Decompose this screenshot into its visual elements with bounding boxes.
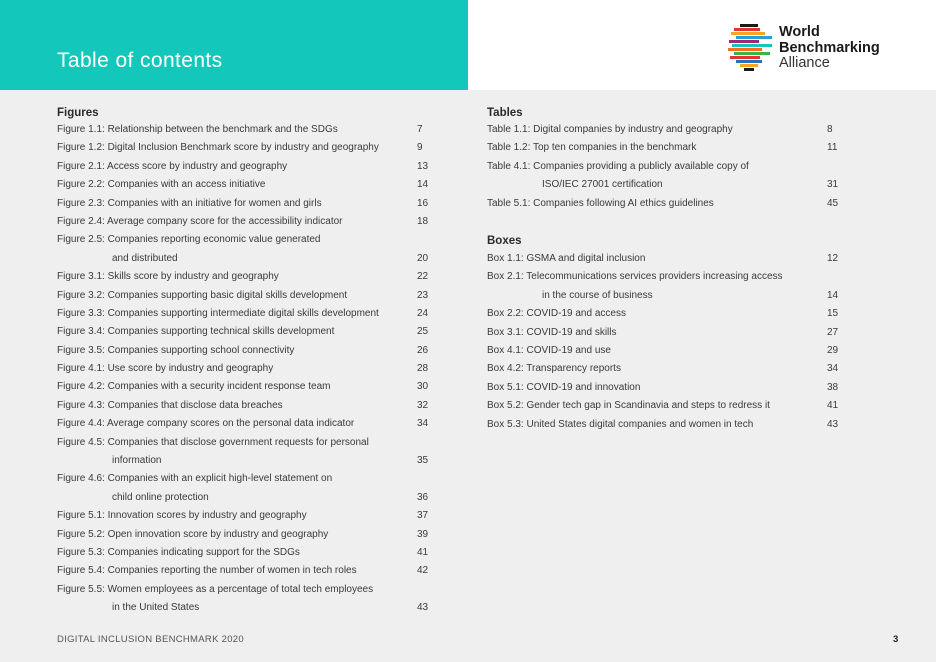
toc-entry-page: 9: [417, 142, 423, 154]
toc-entry-page: 37: [417, 510, 429, 522]
toc-entry-title: Figure 2.3: Companies with an initiative for women and girls: [57, 197, 322, 209]
toc-entry-title: Figure 5.4: Companies reporting the number of women in tech roles: [57, 565, 357, 577]
logo-line-2: Benchmarking: [779, 39, 880, 56]
toc-entry-title: Figure 5.5: Women employees as a percentage of total tech employees: [57, 583, 374, 595]
toc-entry-title: Table 5.1: Companies following AI ethics guidelines: [487, 197, 714, 209]
toc-entry[interactable]: [487, 177, 857, 195]
toc-entry-title: Box 5.3: United States digital companies and women in tech: [487, 418, 754, 430]
toc-entry-page: 11: [827, 142, 838, 154]
page-title: Table of contents: [57, 49, 223, 72]
tables-list: [487, 122, 857, 214]
toc-entry-page: 8: [827, 124, 833, 135]
toc-entry-title: Figure 2.4: Average company score for the accessibility indicator: [57, 215, 343, 227]
toc-entry-page: 41: [417, 546, 429, 558]
toc-entry-title: Figure 5.2: Open innovation score by industry and geography: [57, 528, 329, 540]
toc-entry[interactable]: [57, 471, 447, 489]
logo-line-1: World: [779, 24, 820, 40]
toc-entry-page: 28: [417, 363, 429, 375]
boxes-heading: Boxes: [487, 235, 522, 247]
toc-entry[interactable]: [57, 361, 447, 379]
toc-entry-page: 16: [417, 197, 429, 209]
toc-entry-title: Box 2.2: COVID-19 and access: [487, 308, 626, 320]
toc-entry[interactable]: [57, 416, 447, 434]
figures-heading: Figures: [57, 107, 99, 119]
toc-entry-title: Box 4.2: Transparency reports: [487, 363, 621, 375]
toc-entry-page: 38: [827, 381, 839, 393]
toc-entry-title: Box 1.1: GSMA and digital inclusion: [487, 253, 646, 264]
toc-entry[interactable]: [487, 140, 857, 158]
toc-entry-title: Table 1.1: Digital companies by industry and geography: [487, 124, 733, 135]
toc-entry-page: 43: [827, 418, 839, 430]
toc-entry[interactable]: [57, 196, 447, 214]
toc-entry-page: 23: [417, 289, 429, 301]
toc-entry[interactable]: [57, 508, 447, 526]
toc-entry[interactable]: [487, 417, 857, 435]
toc-entry-page: 42: [417, 565, 429, 577]
toc-entry-title: Figure 5.1: Innovation scores by industry and geography: [57, 510, 307, 522]
toc-entry-title: Figure 2.5: Companies reporting economic value generated: [57, 234, 321, 246]
toc-entry[interactable]: [487, 159, 857, 177]
toc-entry[interactable]: [487, 288, 857, 306]
toc-entry-title: Figure 5.3: Companies indicating support for the SDGs: [57, 546, 300, 558]
toc-entry[interactable]: [57, 140, 447, 158]
toc-entry-title: Box 2.1: Telecommunications services providers increasing access: [487, 271, 783, 283]
toc-entry-page: 30: [417, 381, 429, 393]
toc-entry-title: and distributed: [112, 252, 178, 264]
toc-entry-page: 35: [417, 455, 429, 467]
toc-entry[interactable]: [57, 214, 447, 232]
wba-logo-text: [779, 25, 880, 72]
toc-entry[interactable]: [57, 379, 447, 397]
toc-entry-page: 25: [417, 326, 429, 338]
toc-entry-page: 27: [827, 326, 839, 338]
toc-entry[interactable]: [57, 122, 447, 140]
toc-entry-title: Figure 1.2: Digital Inclusion Benchmark score by industry and geography: [57, 142, 379, 154]
toc-entry[interactable]: [487, 398, 857, 416]
toc-entry-page: 26: [417, 344, 429, 356]
toc-entry[interactable]: [487, 361, 857, 379]
toc-entry-title: Box 4.1: COVID-19 and use: [487, 344, 611, 356]
toc-entry-page: 43: [417, 602, 429, 614]
toc-entry[interactable]: [57, 563, 447, 581]
toc-entry-page: 24: [417, 307, 429, 319]
toc-entry[interactable]: [487, 251, 857, 269]
toc-entry-page: 31: [827, 179, 839, 191]
toc-entry-title: Figure 1.1: Relationship between the benchmark and the SDGs: [57, 124, 338, 135]
toc-entry-title: Figure 4.3: Companies that disclose data breaches: [57, 399, 283, 411]
toc-entry-title: Figure 4.2: Companies with a security incident response team: [57, 381, 331, 393]
toc-entry-title: Figure 3.5: Companies supporting school connectivity: [57, 344, 295, 356]
toc-entry-page: 14: [827, 289, 839, 301]
toc-entry-title: Table 4.1: Companies providing a publicly available copy of: [487, 160, 749, 172]
figures-list: [57, 122, 447, 619]
toc-entry-title: Figure 2.2: Companies with an access initiative: [57, 179, 266, 191]
toc-entry-title: child online protection: [112, 491, 209, 503]
boxes-list: [487, 251, 857, 435]
toc-entry-title: in the course of business: [542, 289, 653, 301]
toc-entry-page: 41: [827, 400, 839, 412]
toc-entry[interactable]: [487, 325, 857, 343]
toc-entry-title: Figure 3.4: Companies supporting technical skills development: [57, 326, 335, 338]
toc-entry[interactable]: [487, 269, 857, 287]
header-band: [0, 0, 468, 90]
toc-entry-title: Figure 4.6: Companies with an explicit high-level statement on: [57, 473, 333, 485]
toc-entry[interactable]: [57, 269, 447, 287]
tables-heading: Tables: [487, 107, 523, 119]
toc-entry-title: Box 3.1: COVID-19 and skills: [487, 326, 617, 338]
toc-entry[interactable]: [487, 380, 857, 398]
toc-entry-page: 29: [827, 344, 839, 356]
toc-entry-title: Figure 4.4: Average company scores on the personal data indicator: [57, 418, 355, 430]
toc-entry[interactable]: [57, 306, 447, 324]
toc-entry-title: Figure 3.3: Companies supporting intermediate digital skills development: [57, 307, 379, 319]
toc-entry[interactable]: [57, 324, 447, 342]
toc-entry-page: 22: [417, 271, 429, 283]
toc-entry[interactable]: [487, 122, 857, 140]
toc-entry[interactable]: [57, 600, 447, 618]
toc-entry-page: 39: [417, 528, 429, 540]
toc-entry[interactable]: [57, 177, 447, 195]
toc-entry-title: Figure 2.1: Access score by industry and geography: [57, 160, 288, 172]
footer-report-title: DIGITAL INCLUSION BENCHMARK 2020: [57, 634, 244, 645]
toc-entry-page: 45: [827, 197, 839, 209]
toc-entry-title: ISO/IEC 27001 certification: [542, 179, 663, 191]
toc-entry-page: 32: [417, 399, 429, 411]
toc-entry-title: Box 5.2: Gender tech gap in Scandinavia and steps to redress it: [487, 400, 770, 412]
toc-entry-page: 14: [417, 179, 429, 191]
wba-logo-icon: [728, 22, 774, 72]
toc-entry-title: Figure 3.1: Skills score by industry and geography: [57, 271, 279, 283]
toc-entry-page: 34: [827, 363, 839, 375]
toc-entry-page: 36: [417, 491, 429, 503]
toc-entry[interactable]: [57, 232, 447, 250]
toc-entry-page: 13: [417, 160, 429, 172]
toc-entry[interactable]: [487, 196, 857, 214]
toc-entry[interactable]: [57, 545, 447, 563]
toc-entry-title: in the United States: [112, 602, 200, 614]
toc-entry-page: 20: [417, 252, 429, 264]
toc-entry[interactable]: [57, 288, 447, 306]
toc-entry-title: Box 5.1: COVID-19 and innovation: [487, 381, 641, 393]
toc-entry-title: Figure 4.5: Companies that disclose government requests for personal: [57, 436, 369, 448]
toc-entry[interactable]: [487, 306, 857, 324]
toc-entry[interactable]: [57, 490, 447, 508]
toc-entry-page: 7: [417, 124, 423, 135]
toc-entry[interactable]: [57, 343, 447, 361]
toc-entry[interactable]: [57, 251, 447, 269]
toc-entry-title: Table 1.2: Top ten companies in the benchmark: [487, 142, 697, 154]
toc-entry[interactable]: [487, 343, 857, 361]
toc-entry-title: information: [112, 455, 162, 467]
toc-entry-title: Figure 3.2: Companies supporting basic digital skills development: [57, 289, 348, 301]
toc-entry[interactable]: [57, 398, 447, 416]
toc-entry[interactable]: [57, 435, 447, 453]
toc-entry-page: 18: [417, 215, 429, 227]
toc-entry[interactable]: [57, 453, 447, 471]
logo-line-3: Alliance: [779, 55, 830, 71]
footer-page-number: 3: [893, 634, 899, 645]
toc-entry-page: 34: [417, 418, 429, 430]
toc-entry-page: 15: [827, 308, 839, 320]
toc-entry-page: 12: [827, 253, 839, 264]
toc-entry-title: Figure 4.1: Use score by industry and geography: [57, 363, 274, 375]
toc-entry[interactable]: [57, 527, 447, 545]
toc-entry[interactable]: [57, 159, 447, 177]
wba-logo: [728, 22, 888, 74]
toc-entry[interactable]: [57, 582, 447, 600]
